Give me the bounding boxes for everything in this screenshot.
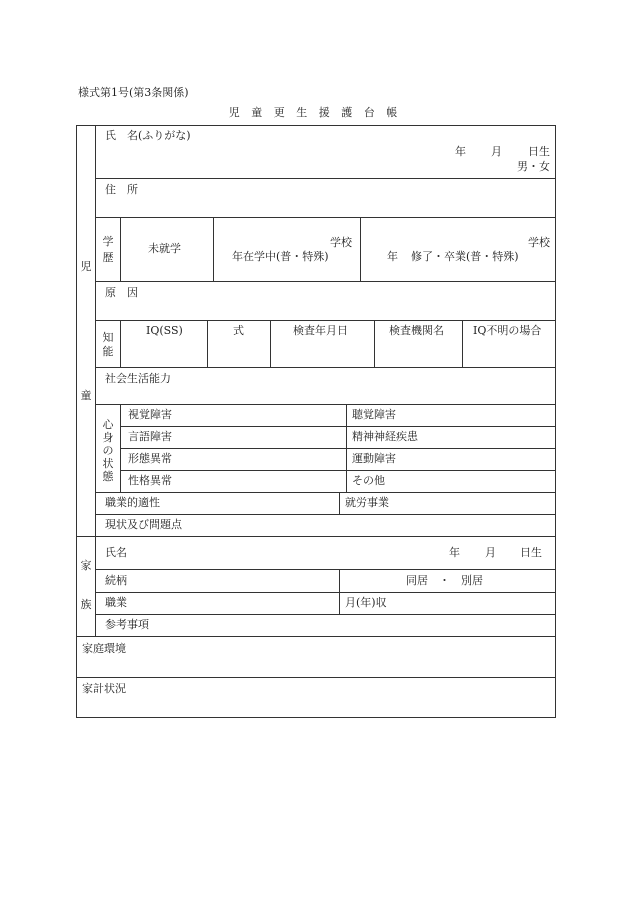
row-line (120, 426, 556, 427)
education-col-divider (213, 217, 214, 281)
education-completed: 修了・卒業(普・特殊) (411, 250, 519, 263)
other-condition: その他 (352, 474, 385, 487)
family-side-label-1: 家 (80, 559, 92, 572)
household-finance-label: 家計状況 (82, 682, 126, 695)
row-line (95, 569, 556, 570)
document-title: 児 童 更 生 援 護 台 帳 (228, 106, 402, 119)
income-label: 月(年)収 (345, 596, 387, 609)
education-completed-year: 年 (387, 250, 398, 263)
row-line (95, 404, 556, 405)
intellect-test-date: 検査年月日 (293, 324, 348, 337)
section-line (76, 536, 556, 537)
education-label-divider (120, 217, 121, 281)
aptitude-col-divider (339, 492, 340, 514)
intellect-col-divider (374, 320, 375, 367)
row-line (120, 448, 556, 449)
form-abnormality: 形態異常 (128, 452, 172, 465)
personality-abnormality: 性格異常 (128, 474, 172, 487)
neuro-disorder: 精神神経疾患 (352, 430, 418, 443)
relation-label: 続柄 (105, 574, 127, 587)
child-sex: 男・女 (517, 160, 550, 173)
row-line (95, 614, 556, 615)
row-line (95, 217, 556, 218)
intellect-iq: IQ(SS) (146, 324, 183, 337)
child-side-label-1: 児 (80, 260, 92, 273)
row-line (95, 367, 556, 368)
child-birth-year: 年 (455, 145, 466, 158)
employment-label: 就労事業 (345, 496, 389, 509)
living-arrangement: 同居 ・ 別居 (406, 574, 483, 587)
intellect-iq-unknown: IQ不明の場合 (473, 324, 542, 337)
row-line (95, 281, 556, 282)
mind-body-label-char: 身 (102, 431, 114, 444)
reference-label: 参考事項 (105, 618, 149, 631)
occupation-label: 職業 (105, 596, 127, 609)
mind-body-label-char: 態 (102, 470, 114, 483)
row-line (95, 320, 556, 321)
hearing-impairment: 聴覚障害 (352, 408, 396, 421)
education-school-2: 学校 (528, 236, 550, 249)
intellect-col-divider (270, 320, 271, 367)
row-line (95, 592, 556, 593)
intellect-col-divider (462, 320, 463, 367)
family-col-divider (339, 569, 340, 614)
education-col-divider (360, 217, 361, 281)
intellect-label-divider (120, 320, 121, 367)
education-label-1: 学 (102, 235, 114, 248)
child-name-label: 氏 名(ふりがな) (105, 129, 191, 142)
motor-impairment: 運動障害 (352, 452, 396, 465)
cause-label: 原 因 (105, 286, 138, 299)
table-border-left (76, 125, 77, 718)
section-line (76, 677, 556, 678)
table-border-bottom (76, 717, 556, 718)
family-birth-year: 年 (449, 546, 460, 559)
family-side-label-2: 族 (80, 598, 92, 611)
intellect-col-divider (207, 320, 208, 367)
section-line (76, 636, 556, 637)
address-label: 住 所 (105, 183, 138, 196)
child-side-label-2: 童 (80, 389, 92, 402)
current-issues-label: 現状及び問題点 (105, 518, 182, 531)
intellect-test-agency: 検査機関名 (389, 324, 444, 337)
family-birth-month: 月 (485, 546, 496, 559)
education-school-1: 学校 (330, 236, 352, 249)
family-birth-day: 日生 (520, 546, 542, 559)
education-enrolled: 年在学中(普・特殊) (232, 250, 329, 263)
visual-impairment: 視覚障害 (128, 408, 172, 421)
job-aptitude-label: 職業的適性 (105, 496, 160, 509)
mind-body-label-char: 状 (102, 457, 114, 470)
row-line (95, 514, 556, 515)
row-line (95, 178, 556, 179)
intellect-formula: 式 (233, 324, 244, 337)
education-not-enrolled: 未就学 (148, 242, 181, 255)
table-border-right (555, 125, 556, 718)
social-ability-label: 社会生活能力 (105, 372, 171, 385)
intellect-label-1: 知 (102, 331, 114, 344)
child-birth-day: 日生 (528, 145, 550, 158)
form-number: 様式第1号(第3条関係) (78, 86, 189, 99)
home-environment-label: 家庭環境 (82, 642, 126, 655)
row-line (120, 470, 556, 471)
side-label-divider (95, 125, 96, 636)
mind-body-col-divider (346, 404, 347, 492)
intellect-label-2: 能 (102, 345, 114, 358)
speech-impairment: 言語障害 (128, 430, 172, 443)
mind-body-label-divider (120, 404, 121, 492)
ledger-table (76, 125, 556, 718)
mind-body-label-char: の (102, 444, 114, 457)
education-label-2: 歴 (102, 251, 114, 264)
row-line (95, 492, 556, 493)
mind-body-label-char: 心 (102, 418, 114, 431)
table-border-top (76, 125, 556, 126)
family-name-label: 氏名 (105, 546, 127, 559)
child-birth-month: 月 (491, 145, 502, 158)
